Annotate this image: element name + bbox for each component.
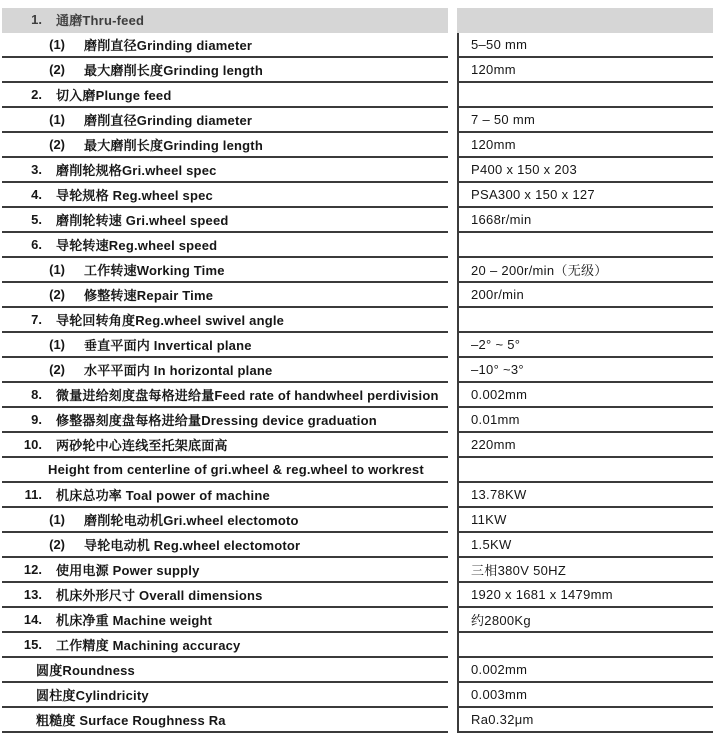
spec-value-cell <box>457 183 713 208</box>
column-gap <box>448 133 457 158</box>
column-gap <box>448 258 457 283</box>
spec-label-cell <box>2 608 448 633</box>
item-label: 工作转速Working Time <box>84 263 225 278</box>
column-gap <box>448 308 457 333</box>
item-value: –2° ~ 5° <box>471 337 521 352</box>
spec-value-cell <box>457 483 713 508</box>
spec-value-cell <box>457 708 713 733</box>
table-row <box>2 308 713 333</box>
item-label: 磨削轮转速 Gri.wheel speed <box>56 213 229 228</box>
item-value: 200r/min <box>471 287 524 302</box>
spec-label-cell <box>2 358 448 383</box>
item-value: 5–50 mm <box>471 37 528 52</box>
table-row <box>2 583 713 608</box>
spec-label-cell <box>2 558 448 583</box>
table-row <box>2 183 713 208</box>
item-number: 12. <box>23 562 42 577</box>
table-row <box>2 608 713 633</box>
item-label: 磨削轮规格Gri.wheel spec <box>56 163 217 178</box>
table-row <box>2 233 713 258</box>
item-number: (1) <box>49 512 65 527</box>
spec-value-cell <box>457 33 713 58</box>
column-gap <box>448 558 457 583</box>
item-number: 10. <box>23 437 42 452</box>
item-number: (2) <box>49 62 65 77</box>
table-row <box>2 658 713 683</box>
item-value: 1.5KW <box>471 537 512 552</box>
item-value: 120mm <box>471 62 516 77</box>
column-gap <box>448 433 457 458</box>
column-gap <box>448 383 457 408</box>
column-gap <box>448 233 457 258</box>
item-number: (2) <box>49 287 65 302</box>
spec-label-cell <box>2 408 448 433</box>
spec-label-cell <box>2 283 448 308</box>
table-row <box>2 108 713 133</box>
item-value: –10° ~3° <box>471 362 524 377</box>
column-gap <box>448 108 457 133</box>
item-number: (2) <box>49 137 65 152</box>
spec-value-cell <box>457 458 713 483</box>
spec-label-cell <box>2 33 448 58</box>
item-number: (1) <box>49 262 65 277</box>
spec-value-cell <box>457 433 713 458</box>
item-number: 15. <box>23 637 42 652</box>
column-gap <box>448 183 457 208</box>
item-label: 圆度Roundness <box>36 663 135 678</box>
item-label: 最大磨削长度Grinding length <box>84 63 263 78</box>
item-number: 14. <box>23 612 42 627</box>
item-label: 垂直平面内 Invertical plane <box>84 338 252 353</box>
spec-value-cell <box>457 383 713 408</box>
column-gap <box>448 83 457 108</box>
spec-value-cell <box>457 358 713 383</box>
spec-value-cell <box>457 308 713 333</box>
item-number: 3. <box>31 162 42 177</box>
column-gap <box>448 608 457 633</box>
item-value: 0.002mm <box>471 387 528 402</box>
item-label: Height from centerline of gri.wheel & reg.wheel to workrest <box>48 462 424 477</box>
spec-label-cell <box>2 658 448 683</box>
spec-label-cell <box>2 633 448 658</box>
table-row <box>2 158 713 183</box>
table-row <box>2 358 713 383</box>
spec-label-cell <box>2 8 448 33</box>
item-value: 20 – 200r/min（无级） <box>471 263 608 278</box>
column-gap <box>448 358 457 383</box>
item-number: 13. <box>23 587 42 602</box>
spec-value-cell <box>457 683 713 708</box>
item-number: 7. <box>31 312 42 327</box>
table-row <box>2 33 713 58</box>
item-label: 磨削直径Grinding diameter <box>84 113 253 128</box>
spec-label-cell <box>2 158 448 183</box>
spec-label-cell <box>2 583 448 608</box>
column-gap <box>448 458 457 483</box>
item-number: 6. <box>31 237 42 252</box>
item-label: 使用电源 Power supply <box>56 563 200 578</box>
item-label: 修整器刻度盘每格进给量Dressing device graduation <box>56 413 377 428</box>
table-row <box>2 58 713 83</box>
spec-label-cell <box>2 433 448 458</box>
spec-label-cell <box>2 683 448 708</box>
spec-label-cell <box>2 183 448 208</box>
item-value: 120mm <box>471 137 516 152</box>
table-row <box>2 383 713 408</box>
column-gap <box>448 283 457 308</box>
spec-value-cell <box>457 633 713 658</box>
spec-value-cell <box>457 333 713 358</box>
column-gap <box>448 33 457 58</box>
spec-label-cell <box>2 458 448 483</box>
spec-value-cell <box>457 408 713 433</box>
item-value: 13.78KW <box>471 487 527 502</box>
spec-label-cell <box>2 58 448 83</box>
spec-label-cell <box>2 708 448 733</box>
item-number: 8. <box>31 387 42 402</box>
spec-label-cell <box>2 83 448 108</box>
spec-value-cell <box>457 283 713 308</box>
spec-label-cell <box>2 383 448 408</box>
spec-label-cell <box>2 233 448 258</box>
spec-value-cell <box>457 83 713 108</box>
spec-value-cell <box>457 233 713 258</box>
item-label: 粗糙度 Surface Roughness Ra <box>36 713 226 728</box>
spec-value-cell <box>457 108 713 133</box>
spec-value-cell <box>457 658 713 683</box>
table-row <box>2 408 713 433</box>
spec-label-cell <box>2 333 448 358</box>
item-value: 1920 x 1681 x 1479mm <box>471 587 613 602</box>
item-value: P400 x 150 x 203 <box>471 162 577 177</box>
item-label: 通磨Thru-feed <box>56 13 145 28</box>
spec-label-cell <box>2 258 448 283</box>
spec-label-cell <box>2 308 448 333</box>
item-value: 220mm <box>471 437 516 452</box>
column-gap <box>448 58 457 83</box>
spec-value-cell <box>457 208 713 233</box>
table-row <box>2 458 713 483</box>
spec-value-cell <box>457 508 713 533</box>
item-label: 切入磨Plunge feed <box>56 88 172 103</box>
item-value: 11KW <box>471 512 507 527</box>
item-label: 机床外形尺寸 Overall dimensions <box>56 588 263 603</box>
item-label: 导轮回转角度Reg.wheel swivel angle <box>56 313 285 328</box>
item-value: 三相380V 50HZ <box>471 563 567 578</box>
spec-value-cell <box>457 533 713 558</box>
column-gap <box>448 683 457 708</box>
item-value: 约2800Kg <box>471 613 531 628</box>
table-row <box>2 208 713 233</box>
item-number: 9. <box>31 412 42 427</box>
column-gap <box>448 408 457 433</box>
item-label: 导轮电动机 Reg.wheel electomotor <box>84 538 301 553</box>
item-label: 圆柱度Cylindricity <box>36 688 149 703</box>
item-number: (2) <box>49 362 65 377</box>
spec-value-cell <box>457 258 713 283</box>
item-label: 微量进给刻度盘每格进给量Feed rate of handwheel perdivision <box>56 388 439 403</box>
table-row <box>2 83 713 108</box>
spec-label-cell <box>2 533 448 558</box>
item-label: 水平平面内 In horizontal plane <box>84 363 273 378</box>
item-value: Ra0.32μm <box>471 712 534 727</box>
column-gap <box>448 508 457 533</box>
item-label: 磨削直径Grinding diameter <box>84 38 253 53</box>
column-gap <box>448 333 457 358</box>
table-row <box>2 258 713 283</box>
table-row <box>2 683 713 708</box>
column-gap <box>448 8 457 33</box>
item-label: 导轮规格 Reg.wheel spec <box>56 188 213 203</box>
column-gap <box>448 708 457 733</box>
item-value: 7 – 50 mm <box>471 112 536 127</box>
item-number: (1) <box>49 112 65 127</box>
spec-label-cell <box>2 108 448 133</box>
spec-value-cell <box>457 8 713 33</box>
column-gap <box>448 658 457 683</box>
table-row <box>2 558 713 583</box>
spec-value-cell <box>457 58 713 83</box>
spec-label-cell <box>2 483 448 508</box>
table-row <box>2 333 713 358</box>
item-label: 最大磨削长度Grinding length <box>84 138 263 153</box>
item-label: 导轮转速Reg.wheel speed <box>56 238 218 253</box>
column-gap <box>448 483 457 508</box>
item-label: 机床净重 Machine weight <box>56 613 213 628</box>
item-number: 11. <box>24 487 42 502</box>
item-value: 1668r/min <box>471 212 532 227</box>
item-number: (2) <box>49 537 65 552</box>
item-label: 机床总功率 Toal power of machine <box>56 488 270 503</box>
item-number: 2. <box>31 87 42 102</box>
table-row <box>2 283 713 308</box>
item-label: 磨削轮电动机Gri.wheel electomoto <box>84 513 299 528</box>
table-row <box>2 708 713 733</box>
item-number: 5. <box>31 212 42 227</box>
spec-table <box>2 8 713 733</box>
item-label: 两砂轮中心连线至托架底面高 <box>56 438 228 453</box>
spec-value-cell <box>457 583 713 608</box>
column-gap <box>448 633 457 658</box>
table-row <box>2 533 713 558</box>
spec-value-cell <box>457 133 713 158</box>
spec-value-cell <box>457 158 713 183</box>
spec-value-cell <box>457 558 713 583</box>
table-row <box>2 433 713 458</box>
column-gap <box>448 158 457 183</box>
item-number: 1. <box>31 12 42 27</box>
spec-label-cell <box>2 208 448 233</box>
column-gap <box>448 533 457 558</box>
item-value: 0.002mm <box>471 662 528 677</box>
item-value: 0.003mm <box>471 687 528 702</box>
column-gap <box>448 208 457 233</box>
item-number: 4. <box>31 187 42 202</box>
table-row <box>2 133 713 158</box>
item-label: 工作精度 Machining accuracy <box>56 638 241 653</box>
table-row <box>2 483 713 508</box>
table-row <box>2 508 713 533</box>
table-row <box>2 633 713 658</box>
table-row <box>2 8 713 33</box>
spec-label-cell <box>2 508 448 533</box>
item-label: 修整转速Repair Time <box>84 288 214 303</box>
item-value: 0.01mm <box>471 412 520 427</box>
item-number: (1) <box>49 337 65 352</box>
item-number: (1) <box>49 37 65 52</box>
column-gap <box>448 583 457 608</box>
spec-label-cell <box>2 133 448 158</box>
spec-value-cell <box>457 608 713 633</box>
item-value: PSA300 x 150 x 127 <box>471 187 595 202</box>
